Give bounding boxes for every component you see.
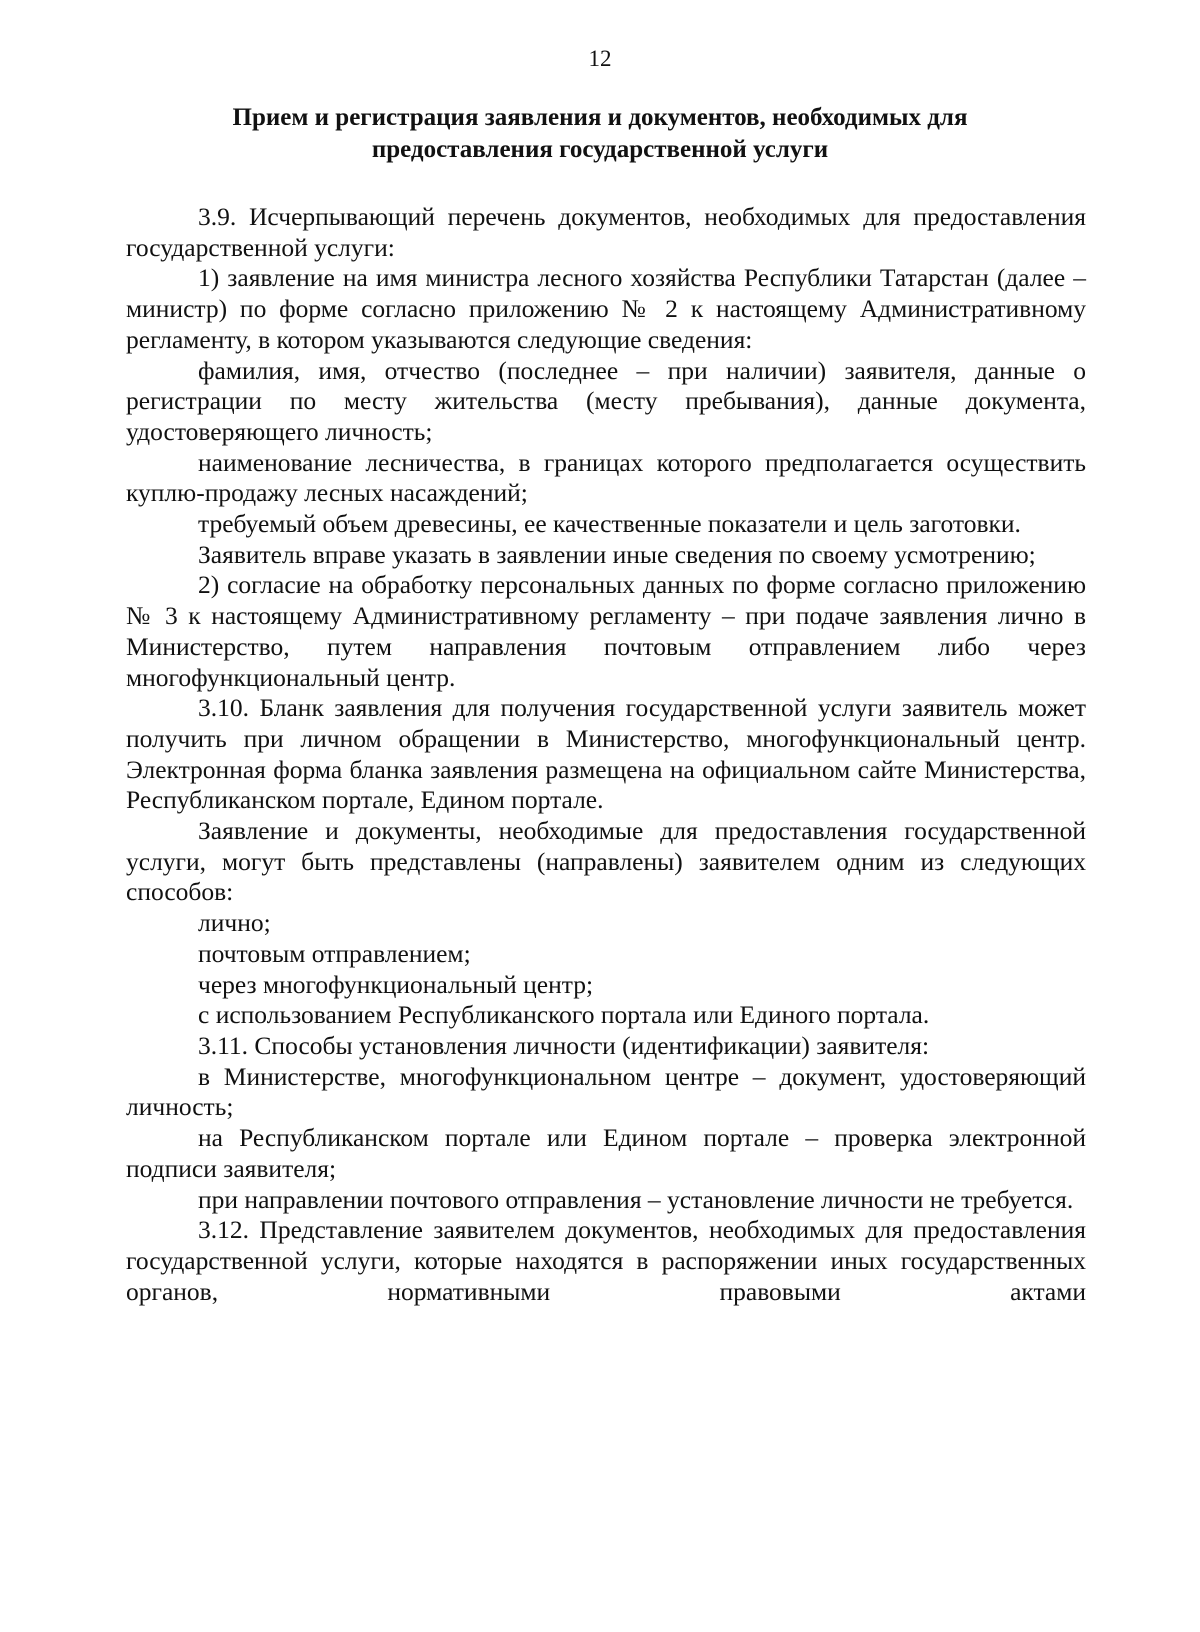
paragraph-item-1: 1) заявление на имя министра лесного хозяйства Республики Татарстан (далее – министр) по форме согласно приложению № 2 к настоящему Административному регламенту, в котором указываются следующие сведения:: [126, 263, 1086, 354]
paragraph-item-2: 2) согласие на обработку персональных данных по форме согласно приложению № 3 к настоящему Административному регламенту – при подаче заявления лично в Министерство, путем направления почтовым отправлением либо через многофункциональный центр.: [126, 570, 1086, 692]
paragraph-3-12: 3.12. Представление заявителем документов, необходимых для предоставления государственной услуги, которые находятся в распоряжении иных государственных органов, нормативными правовыми актами: [126, 1215, 1086, 1306]
paragraph-3-11: 3.11. Способы установления личности (идентификации) заявителя:: [198, 1030, 930, 1060]
list-item-in-person: лично;: [198, 908, 271, 938]
paragraph-wood-volume: требуемый объем древесины, ее качественные показатели и цель заготовки.: [198, 509, 1021, 539]
paragraph-identity-ministry: в Министерстве, многофункциональном центре – документ, удостоверяющий личность;: [126, 1061, 1086, 1122]
paragraph-identity-portal: на Республиканском портале или Едином портале – проверка электронной подписи заявителя;: [126, 1123, 1086, 1183]
list-item-mfc: через многофункциональный центр;: [198, 969, 594, 999]
paragraph-3-10: 3.10. Бланк заявления для получения государственной услуги заявитель может получить при личном обращении в Министерство, многофункциональный центр. Электронная форма бланка заявления размещена на официальном сайте Министерства, Республиканском портале, Едином портале.: [126, 693, 1086, 815]
paragraph-forestry-name: наименование лесничества, в границах которого предполагается осуществить куплю-продажу лесных насаждений;: [126, 447, 1086, 508]
section-heading-line-1: Прием и регистрация заявления и документов, необходимых для: [232, 104, 968, 131]
list-item-by-mail: почтовым отправлением;: [198, 938, 471, 968]
paragraph-applicant-data: фамилия, имя, отчество (последнее – при наличии) заявителя, данные о регистрации по месту жительства (месту пребывания), данные документа, удостоверяющего личность;: [126, 355, 1086, 446]
page-number: 12: [588, 46, 612, 71]
list-item-portal: с использованием Республиканского портала или Единого портала.: [198, 1000, 930, 1030]
paragraph-identity-mail: при направлении почтового отправления – установление личности не требуется.: [198, 1184, 1074, 1214]
paragraph-submission-methods: Заявление и документы, необходимые для предоставления государственной услуги, могут быть представлены (направлены) заявителем одним из следующих способов:: [126, 816, 1086, 907]
paragraph-other-info: Заявитель вправе указать в заявлении иные сведения по своему усмотрению;: [198, 539, 1036, 569]
document-body: [126, 202, 1086, 1307]
paragraph-3-9: 3.9. Исчерпывающий перечень документов, необходимых для предоставления государственной услуги:: [126, 202, 1086, 262]
section-heading: [150, 102, 1050, 166]
section-heading-line-2: предоставления государственной услуги: [371, 136, 829, 163]
